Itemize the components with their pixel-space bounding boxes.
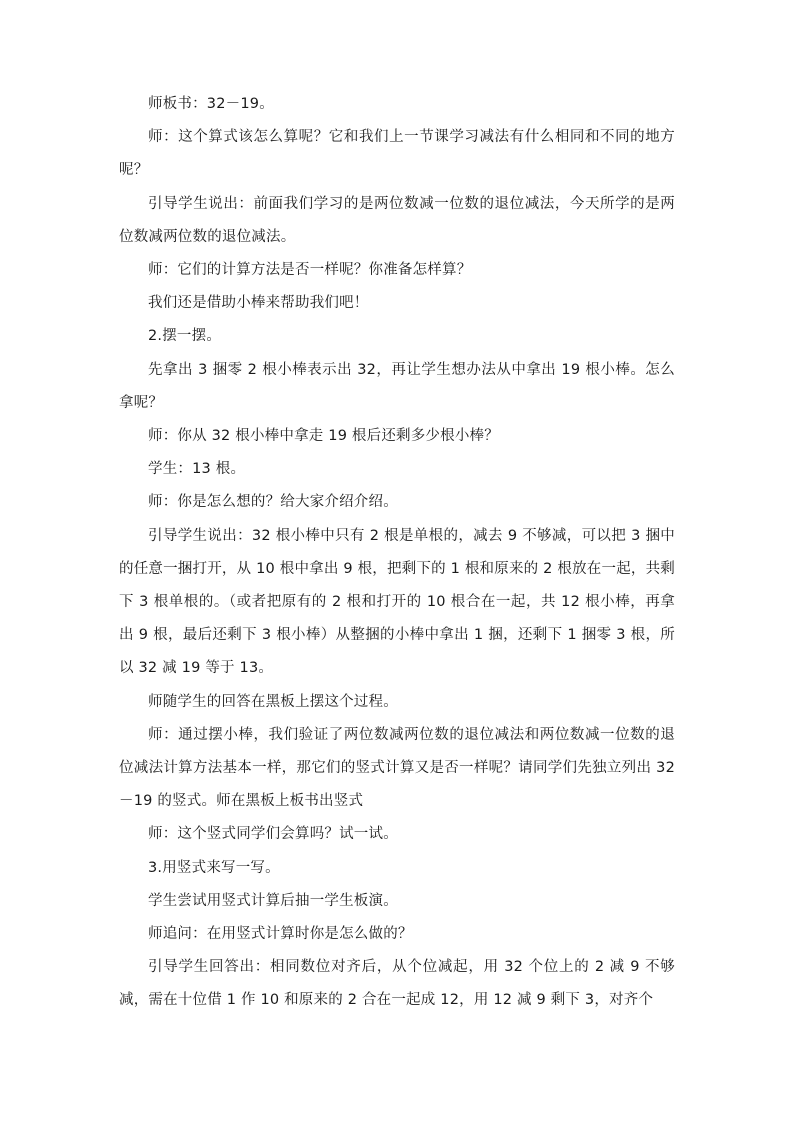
document-body [119,88,675,1018]
paragraph-teacher-followup: 师追问：在用竖式计算时你是怎么做的？ [148,926,413,943]
paragraph-try-it: 师：这个竖式同学们会算吗？试一试。 [148,826,398,843]
section-heading-vertical: 3.用竖式来写一写。 [148,859,280,876]
paragraph-board-writing: 师板书：32－19。 [148,96,274,112]
paragraph-guide-answer: 引导学生回答出：相同数位对齐后，从个位减起，用 32 个位上的 2 减 9 不够减，需在十位借 1 作 10 和原来的 2 合在一起成 12，用 12 减 9 剩下 3，对齐个 [119,959,675,1009]
paragraph-teacher-method: 师：它们的计算方法是否一样呢？你准备怎样算？ [148,262,472,279]
paragraph-student-answer: 学生：13 根。 [148,461,246,478]
paragraph-take-out-sticks: 先拿出 3 捆零 2 根小棒表示出 32，再让学生想办法从中拿出 19 根小棒。怎么拿呢？ [119,361,675,411]
paragraph-vertical-intro: 师：通过摆小棒，我们验证了两位数减两位数的退位减法和两位数减一位数的退位减法计算方法基本一样，那它们的竖式计算又是否一样呢？请同学们先独立列出 32－19 的竖式。师在黑板上板书出竖式 [119,726,675,810]
paragraph-guide-process: 引导学生说出：32 根小棒中只有 2 根是单根的，减去 9 不够减，可以把 3 捆中的任意一捆打开，从 10 根中拿出 9 根，把剩下的 1 根和原来的 2 根放在一起，共剩下 3 根单根的。（或者把原有的 2 根和打开的 10 根合在一起，共 12 根小棒，再拿出 9 根，最后还剩下 3 根小棒）从整捆的小棒中拿出 1 捆，还剩下 1 捆零 3 根，所以 32 减 19 等于 13。 [119,527,675,677]
paragraph-teacher-question: 师：这个算式该怎么算呢？它和我们上一节课学习减法有什么相同和不同的地方呢？ [119,129,675,179]
section-heading-arrange: 2.摆一摆。 [148,328,222,345]
paragraph-guide-difference: 引导学生说出：前面我们学习的是两位数减一位数的退位减法，今天所学的是两位数减两位数的退位减法。 [119,195,675,245]
paragraph-student-board: 学生尝试用竖式计算后抽一学生板演。 [148,892,398,909]
paragraph-teacher-remaining: 师：你从 32 根小棒中拿走 19 根后还剩多少根小棒？ [148,428,499,445]
paragraph-teacher-explain: 师：你是怎么想的？给大家介绍介绍。 [148,494,398,511]
paragraph-use-sticks: 我们还是借助小棒来帮助我们吧！ [148,295,369,312]
paragraph-board-demo: 师随学生的回答在黑板上摆这个过程。 [148,693,398,710]
